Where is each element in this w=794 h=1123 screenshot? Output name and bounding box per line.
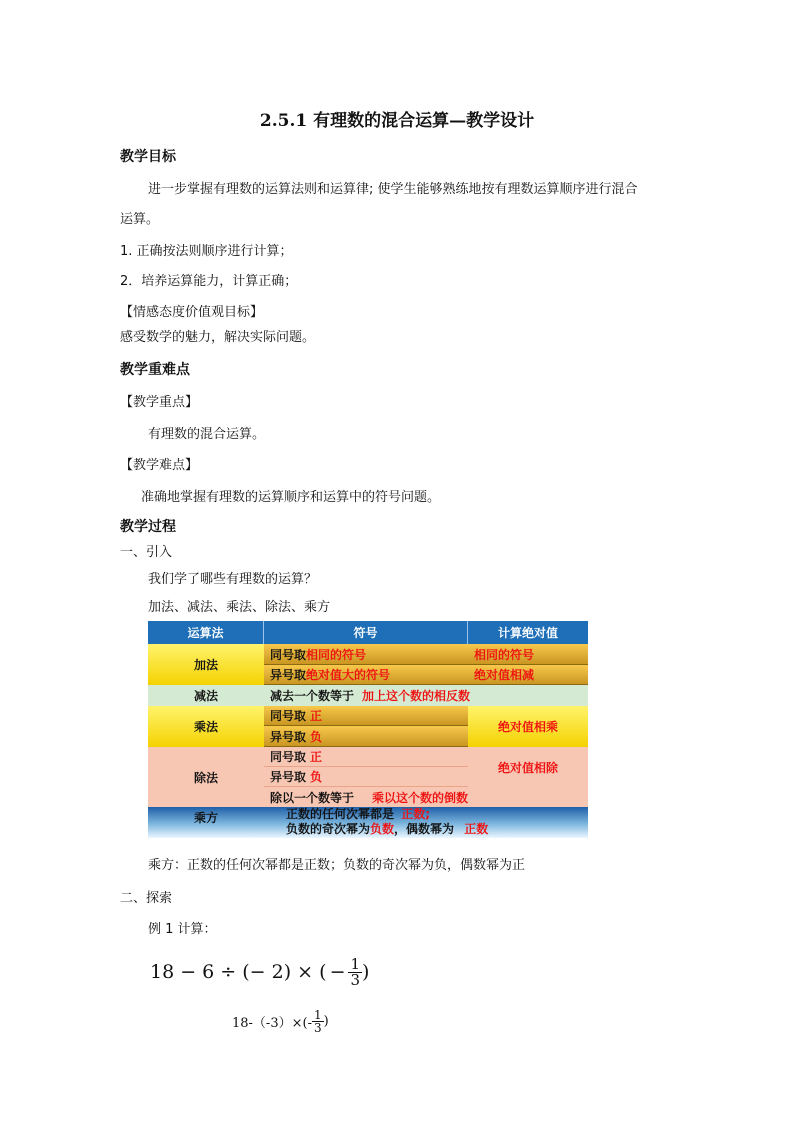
explore-heading: 二、探索 [120, 891, 173, 906]
division-same-prefix: 同号取 [270, 750, 307, 764]
expr1-numerator: 1 [350, 954, 361, 973]
row-multiplication-name: 乘法 [148, 706, 264, 747]
key-points-heading: 教学重难点 [120, 362, 190, 378]
expr2-fraction [312, 1009, 324, 1034]
row-power-name: 乘方 [148, 807, 264, 838]
addition-diff-abs-value: 绝对值相减 [474, 668, 535, 682]
row-addition-name: 加法 [148, 644, 264, 685]
goal-item-1: 1. 正确按法则顺序进行计算； [120, 244, 293, 259]
multiplication-abs [468, 706, 588, 747]
focus-label: 【教学重点】 [120, 395, 199, 410]
emotion-goal-heading: 【情感态度价值观目标】 [120, 305, 264, 320]
power-line2-prefix: 负数的奇次幂为 [286, 822, 371, 836]
header-sign: 符号 [264, 621, 468, 644]
division-recip-prefix: 除以一个数等于 [270, 790, 355, 805]
addition-same-sign [264, 644, 468, 665]
power-line2 [286, 822, 488, 837]
intro-question: 我们学了哪些有理数的运算？ [148, 572, 318, 587]
multiplication-diff-prefix: 异号取 [270, 729, 307, 744]
division-abs [468, 747, 588, 787]
expr1-lhs: 18 − 6 ÷ (− 2) × ( [150, 961, 327, 983]
multiplication-diff-sign [264, 726, 468, 747]
emotion-goal-text: 感受数学的魅力，解决实际问题。 [120, 330, 316, 345]
goal-heading: 教学目标 [120, 149, 176, 165]
multiplication-same-sign [264, 706, 468, 726]
division-same-sign [264, 747, 468, 767]
subtraction-prefix: 减去一个数等于 [270, 689, 355, 703]
intro-answer: 加法、减法、乘法、除法、乘方 [148, 600, 331, 615]
operation-rules-table [148, 621, 588, 838]
addition-diff-sign [264, 665, 468, 685]
example-expression-large [150, 950, 369, 994]
division-diff-prefix: 异号取 [270, 770, 307, 784]
example-label: 例 1 计算： [148, 922, 217, 937]
row-subtraction-name: 减法 [148, 685, 264, 706]
intro-heading: 一、引入 [120, 545, 173, 560]
multiplication-same-value: 正 [310, 709, 323, 723]
row-division-name: 除法 [148, 747, 264, 807]
addition-same-prefix: 同号取 [270, 647, 307, 662]
addition-same-abs-value: 相同的符号 [474, 647, 535, 662]
expr2-denominator: 3 [313, 1020, 322, 1035]
subtraction-value: 加上这个数的相反数 [362, 689, 471, 703]
power-line1-prefix: 正数的任何次幂都是 [286, 807, 395, 821]
goal-paragraph-line1: 进一步掌握有理数的运算法则和运算律; 使学生能够熟练地按有理数运算顺序进行混合 [148, 182, 638, 197]
expr1-fraction [348, 954, 362, 989]
document-title: 2.5.1 有理数的混合运算—教学设计 [259, 111, 535, 131]
power-line1 [286, 807, 430, 822]
header-abs: 计算绝对值 [468, 621, 588, 644]
goal-paragraph-line2: 运算。 [120, 212, 160, 227]
multiplication-abs-value: 绝对值相乘 [497, 720, 558, 734]
difficulty-text: 准确地掌握有理数的运算顺序和运算中的符号问题。 [141, 490, 441, 505]
addition-diff-abs [468, 665, 588, 685]
addition-same-abs [468, 644, 588, 665]
goal-item-2: 2．培养运算能力，计算正确； [120, 274, 298, 289]
power-line2-value: 负数 [370, 822, 395, 836]
addition-same-value: 相同的符号 [306, 647, 367, 662]
division-diff-value: 负 [310, 770, 323, 784]
division-diff-sign [264, 767, 468, 787]
expr2-close: ) [323, 1013, 329, 1029]
expr1-neg: − [329, 961, 346, 983]
division-recip-value: 乘以这个数的倒数 [372, 790, 469, 805]
power-line2-value2: 正数 [464, 822, 489, 836]
addition-diff-prefix: 异号取 [270, 668, 307, 682]
focus-text: 有理数的混合运算。 [148, 427, 266, 442]
expr2-lhs: 18-（-3）×(- [232, 1015, 312, 1031]
expr1-close: ) [362, 961, 370, 983]
multiplication-diff-value: 负 [310, 729, 323, 744]
power-rule [264, 807, 588, 838]
process-heading: 教学过程 [120, 519, 176, 535]
difficulty-label: 【教学难点】 [120, 458, 199, 473]
division-abs-value: 绝对值相除 [497, 760, 558, 775]
power-rule-text: 乘方：正数的任何次幂都是正数；负数的奇次幂为负，偶数幂为正 [148, 858, 526, 873]
power-line2-mid: ，偶数幂为 [394, 822, 455, 836]
multiplication-same-prefix: 同号取 [270, 709, 307, 723]
addition-diff-value: 绝对值大的符号 [306, 668, 391, 682]
division-reciprocal-rule [264, 787, 588, 807]
expr2-numerator: 1 [313, 1007, 322, 1022]
subtraction-rule [264, 685, 588, 706]
expr1-denominator: 3 [350, 970, 361, 989]
example-expression-small [232, 1003, 329, 1039]
power-line1-value: 正数; [401, 807, 431, 821]
division-same-value: 正 [310, 750, 323, 764]
header-operation: 运算法 [148, 621, 264, 644]
